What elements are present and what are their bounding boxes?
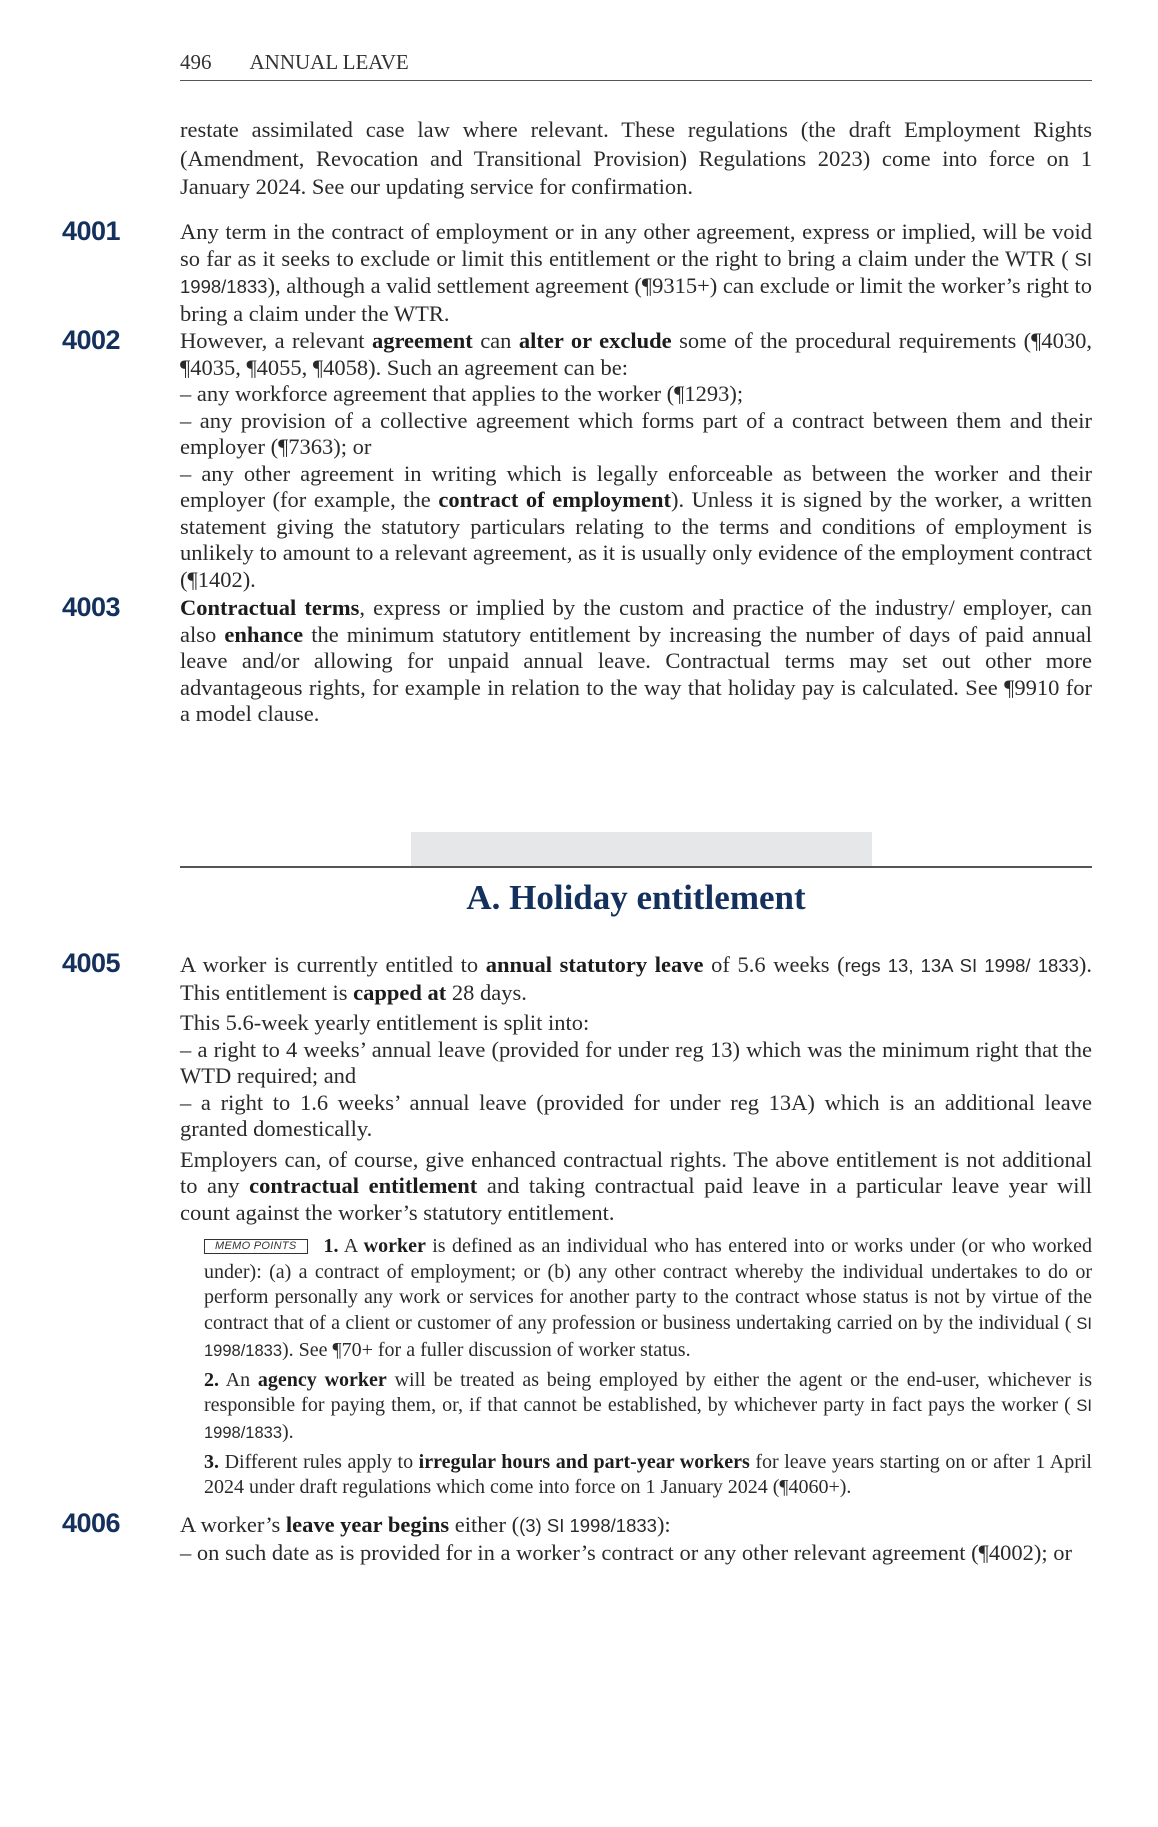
paragraph-number-4006: 4006 xyxy=(62,1508,121,1538)
paragraph-4001: Any term in the contract of employment or in any other agreement, express or implied, will be void so far as it seeks to exclude or limit this entitlement or the right to bring a claim under the WTR ( SI 1998/1833), although a valid settlement agreement (¶9315+) can exclude or limit the worker’s right to bring a claim under the WTR. xyxy=(180,219,1092,326)
paragraph-number-4001: 4001 xyxy=(62,216,121,246)
section-heading: A. Holiday entitlement xyxy=(466,878,806,917)
running-header xyxy=(180,50,1092,81)
paragraph-4006: A worker’s leave year begins either ((3) SI 1998/1833): – on such date as is provided for in a worker’s contract or any other relevant agreement (¶4002); or xyxy=(180,1512,1092,1566)
legal-reference: SI 1998/1833 xyxy=(204,1315,1092,1360)
memo-points-badge: MEMO POINTS xyxy=(204,1239,308,1254)
paragraph-4005: A worker is currently entitled to annual statutory leave of 5.6 weeks (regs 13, 13A SI 1998/ 1833). This entitlement is capped at 28 days. This 5.6-week yearly entitlement is split into: – a right to 4 weeks’ annual leave (provided for under reg 13) which was the minimum right that the WTD required; and – a right to 1.6 weeks’ annual leave (provided for under reg 13A) which is an additional leave granted domestically. Employers can, of course, give enhanced contractual rights. The above entitlement is not additional to any contractual entitlement and taking contractual paid leave in a particular leave year will count against the worker’s statutory entitlement. xyxy=(180,952,1092,1225)
list-item: – on such date as is provided for in a worker’s contract or any other relevant agreement (¶4002); or xyxy=(180,1539,1072,1565)
list-item: – a right to 1.6 weeks’ annual leave (provided for under reg 13A) which is an additional leave granted domestically. xyxy=(180,1089,1092,1141)
page-number: 496 xyxy=(180,50,212,74)
paragraph-number-4005: 4005 xyxy=(62,948,121,978)
legal-reference: SI 1998/1833 xyxy=(204,1397,1092,1442)
paragraph-4003: Contractual terms, express or implied by the custom and practice of the industry/ employer, can also enhance the minimum statutory entitlement by increasing the number of days of paid annual leave and/or allowing for unpaid annual leave. Contractual terms may set out other more advantageous rights, for example in relation to the way that holiday pay is calculated. See ¶9910 for a model clause. xyxy=(180,595,1092,726)
running-title: ANNUAL LEAVE xyxy=(249,50,409,74)
list-item: – a right to 4 weeks’ annual leave (provided for under reg 13) which was the minimum right that the WTD required; and xyxy=(180,1036,1092,1088)
paragraph-4002: However, a relevant agreement can alter or exclude some of the procedural requirements (¶4030, ¶4035, ¶4055, ¶4058). Such an agreement can be: – any workforce agreement that applies to the worker (¶1293); – any provision of a collective agreement which forms part of a contract between them and their employer (¶7363); or – any other agreement in writing which is legally enforceable as between the worker and their employer (for example, the contract of employment). Unless it is signed by the worker, a written statement giving the statutory particulars relating to the terms and conditions of employment is unlikely to amount to a relevant agreement, as it is usually only evidence of the employment contract (¶1402). xyxy=(180,328,1092,592)
paragraph-number-4003: 4003 xyxy=(62,592,121,622)
section-divider xyxy=(180,866,1092,868)
legal-reference: regs 13, 13A SI 1998/ 1833 xyxy=(844,955,1079,976)
list-item: – any other agreement in writing which is legally enforceable as between the worker and their employer (for example, the contract of employment). Unless it is signed by the worker, a written statement giving the statutory particulars relating to the terms and conditions of employment is unlikely to amount to a relevant agreement, as it is usually only evidence of the employment contract (¶1402). xyxy=(180,460,1092,592)
list-item: – any provision of a collective agreement which forms part of a contract between them and their employer (¶7363); or xyxy=(180,407,1092,459)
memo-points: MEMO POINTS 1. A worker is defined as an individual who has entered into or works under (or who worked under): (a) a contract of employment; or (b) any other contract whereby the individual undertakes to do or perform personally any work or services for another party to the contract whose status is not by virtue of the contract that of a client or customer of any profession or business undertaking carried on by the individual ( SI 1998/1833). See ¶70+ for a fuller discussion of worker status. 2. An agency worker will be treated as being employed by either the agent or the end-user, whichever is responsible for paying them, or, if that cannot be established, by whichever party in fact pays the worker ( SI 1998/1833). 3. Different rules apply to irregular hours and part-year workers for leave years starting on or after 1 April 2024 under draft regulations which come into force on 1 January 2024 (¶4060+). xyxy=(204,1235,1093,1499)
list-item: – any workforce agreement that applies to the worker (¶1293); xyxy=(180,381,744,406)
intro-paragraph xyxy=(180,116,1092,202)
legal-reference: (3) SI 1998/1833 xyxy=(519,1515,657,1536)
legal-reference: SI 1998/1833 xyxy=(180,248,1092,297)
section-tab xyxy=(411,832,872,866)
intro-text: restate assimilated case law where relevant. These regulations (the draft Employment Rights (Amendment, Revocation and Transitional Provision) Regulations 2023) come into force on 1 January 2024. See our updating service for confirmation. xyxy=(180,117,1092,199)
paragraph-number-4002: 4002 xyxy=(62,325,121,355)
